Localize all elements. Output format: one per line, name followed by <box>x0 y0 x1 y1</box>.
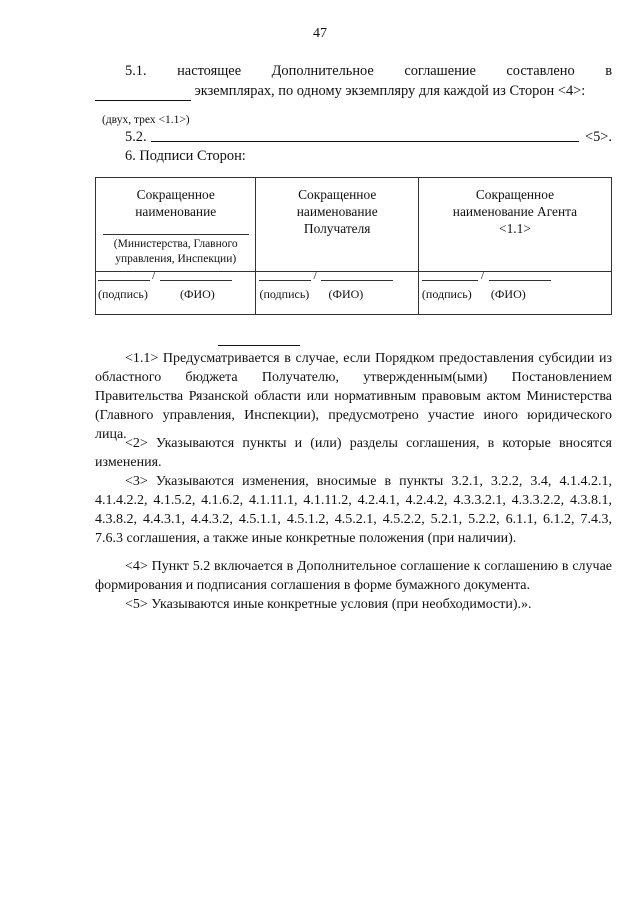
header-cell-recipient <box>256 178 418 272</box>
clause-5-1-word: составлено <box>506 63 575 79</box>
clause-5-1-text: экземплярах, по одному экземпляру для каждой из Сторон <4>: <box>194 83 586 99</box>
footnote-5: <5> Указываются иные конкретные условия (при необходимости).». <box>125 597 532 612</box>
header-ministry-note: (Министерства, Главного управления, Инспекции) <box>113 238 238 265</box>
header-cell-ministry <box>96 178 256 272</box>
footnote-4: <4> Пункт 5.2 включается в Дополнительное соглашение к соглашению в случае формирования и подписания соглашения в форме бумажного документа. <box>95 559 612 593</box>
slash: / <box>480 268 485 282</box>
fio-label: (ФИО) <box>180 287 215 301</box>
header-ministry: Сокращенное наименование <box>135 187 217 219</box>
footnote-3: <3> Указываются изменения, вносимые в пункты 3.2.1, 3.2.2, 3.4, 4.1.4.2.1, 4.1.4.2.2, 4.1.5.2, 4.1.6.2, 4.1.11.1, 4.1.11.2, 4.2.4.1, 4.2.4.2, 4.3.3.2.1, 4.3.3.2.2, 4.3.8.1, 4.3.8.2, 4.4.3.1, 4.4.3.2, 4.5.1.1, 4.5.1.2, 4.5.2.1, 4.5.2.2, 5.2.1, 5.2.2, 6.1.1, 6.1.2, 7.4.3, 7.6.3 соглашения, а также иные конкретные положения (при наличии). <box>95 474 612 546</box>
signature-label: (подпись) <box>421 287 472 301</box>
fio-label: (ФИО) <box>328 287 364 301</box>
header-recipient: Сокращенное наименование Получателя <box>296 187 378 236</box>
table-header-row <box>96 178 612 272</box>
signature-cell-recipient <box>256 268 418 315</box>
slash: / <box>152 268 156 282</box>
footnote-1-1: <1.1> Предусматривается в случае, если Порядком предоставления субсидии из областного бюджета Получателю, утвержденным(ыми) Постановлением Правительства Рязанской области или нормативным правовым актом Министерства (Главного управления, Инспекции), предусмотрено участие иного юридического лица. <box>95 351 612 442</box>
footnote-2: <2> Указываются пункты и (или) разделы соглашения, в которые вносятся изменения. <box>95 436 612 470</box>
fio-label: (ФИО) <box>490 287 526 301</box>
signature-label: (подпись) <box>98 287 148 301</box>
header-cell-agent <box>418 178 611 272</box>
signature-label: (подпись) <box>259 287 310 301</box>
slash: / <box>313 268 317 282</box>
clause-5-1-word: в <box>605 63 612 79</box>
copies-blank <box>95 86 191 101</box>
clause-5-1-line-2 <box>95 82 625 101</box>
footnote-separator <box>218 345 300 346</box>
clause-5-1-number: 5.1. <box>125 63 147 79</box>
clause-5-2-number: 5.2. <box>125 129 147 145</box>
clause-5-1-word: настоящее <box>177 63 242 79</box>
clause-5-1-word: соглашение <box>404 63 476 79</box>
signature-row <box>96 272 612 315</box>
clause-5-2-blank <box>151 141 579 142</box>
header-divider <box>103 234 249 235</box>
header-agent: Сокращенное наименование Агента <1.1> <box>452 187 578 236</box>
page-number: 47 <box>313 26 327 41</box>
copies-note: (двух, трех <1.1>) <box>102 114 190 126</box>
section-6-title: 6. Подписи Сторон: <box>125 148 246 164</box>
signatures-table <box>95 177 612 315</box>
signature-cell-agent <box>418 268 611 315</box>
clause-5-1-line-1 <box>95 62 612 81</box>
clause-5-1-word: Дополнительное <box>271 63 374 79</box>
clause-5-2 <box>125 128 615 147</box>
clause-5-2-ref: <5>. <box>585 129 613 145</box>
signature-cell-ministry <box>96 268 256 315</box>
